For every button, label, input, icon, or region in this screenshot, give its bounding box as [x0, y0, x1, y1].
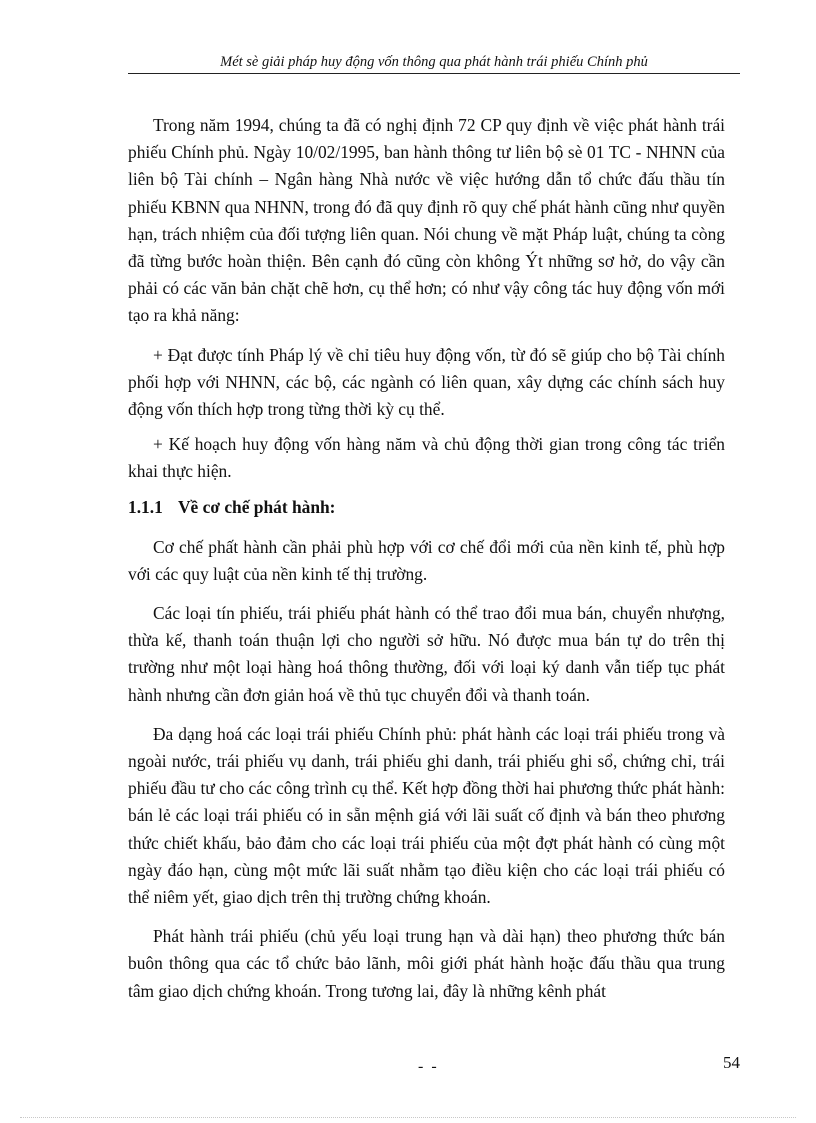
- bullet-legal-basis: + Đạt được tính Pháp lý về chỉ tiêu huy động vốn, từ đó sẽ giúp cho bộ Tài chính phối hợp với NHNN, các bộ, các ngành có liên quan, xây dựng các chính sách huy động vốn thích hợp trong từng thời kỳ cụ thể.: [128, 344, 725, 420]
- footer-dashes: - -: [418, 1058, 439, 1075]
- running-header: Mét sè giải pháp huy động vốn thông qua phát hành trái phiếu Chính phủ: [220, 54, 648, 70]
- section-number: 1.1.1: [128, 496, 163, 517]
- bullet-annual-plan: + Kế hoạch huy động vốn hàng năm và chủ động thời gian trong công tác triển khai thực hiện.: [128, 434, 725, 482]
- paragraph-diversification: Đa dạng hoá các loại trái phiếu Chính phủ: phát hành các loại trái phiếu trong và ngoài nước, trái phiếu vụ danh, trái phiếu ghi danh, trái phiếu ghi sổ, chứng chỉ, trái phiếu đầu tư cho các công trình cụ thể. Kết hợp đồng thời hai phương thức phát hành: bán lẻ các loại trái phiếu có in sẵn mệnh giá với lãi suất cố định và bán theo phương thức chiết khấu, bảo đảm cho các loại trái phiếu của một đợt phát hành có cùng một ngày đáo hạn, cùng một mức lãi suất nhằm tạo điều kiện cho các loại trái phiếu có thể niêm yết, giao dịch trên thị trường chứng khoán.: [128, 723, 725, 908]
- paragraph-wholesale-issuance: Phát hành trái phiếu (chủ yếu loại trung hạn và dài hạn) theo phương thức bán buôn thông qua các tổ chức bảo lãnh, môi giới phát hành hoặc đấu thầu qua trung tâm giao dịch chứng khoán. Trong tương lai, đây là những kênh phát: [128, 926, 725, 1001]
- page-number: 54: [723, 1053, 740, 1072]
- page-body: [128, 112, 725, 1017]
- header-rule: [128, 73, 740, 74]
- paragraph-trading: Các loại tín phiếu, trái phiếu phát hành có thể trao đổi mua bán, chuyển nhượng, thừa kế, thanh toán thuận lợi cho người sở hữu. Nó được mua bán tự do trên thị trường như một loại hàng hoá thông thường, đối với loại ký danh vẫn tiếp tục phát hành nhưng cần đơn giản hoá về thủ tục chuyển đổi và thanh toán.: [128, 603, 725, 705]
- paragraph-mechanism: Cơ chế phất hành cần phải phù hợp với cơ chế đổi mới của nền kinh tế, phù hợp với các quy luật của nền kinh tế thị trường.: [128, 536, 725, 584]
- page-bottom-border: [20, 1117, 796, 1118]
- paragraph-legal-framework: Trong năm 1994, chúng ta đã có nghị định 72 CP quy định về việc phát hành trái phiếu Chính phủ. Ngày 10/02/1995, ban hành thông tư liên bộ sè 01 TC - NHNN của liên bộ Tài chính – Ngân hàng Nhà nước về việc hướng dẫn tổ chức đấu thầu tín phiếu KBNN qua NHNN, trong đó đã quy định rõ quy chế phát hành cũng như quyền hạn, trách nhiệm của đối tượng liên quan. Nói chung về mặt Pháp luật, chúng ta còng đã từng bước hoàn thiện. Bên cạnh đó cũng còn không Ýt những sơ hở, do vậy cần phải có các văn bản chặt chẽ hơn, cụ thể hơn; có như vậy công tác huy động vốn mới tạo ra khả năng:: [128, 115, 725, 326]
- section-title: Về cơ chế phát hành:: [178, 496, 336, 517]
- section-heading: [128, 494, 725, 520]
